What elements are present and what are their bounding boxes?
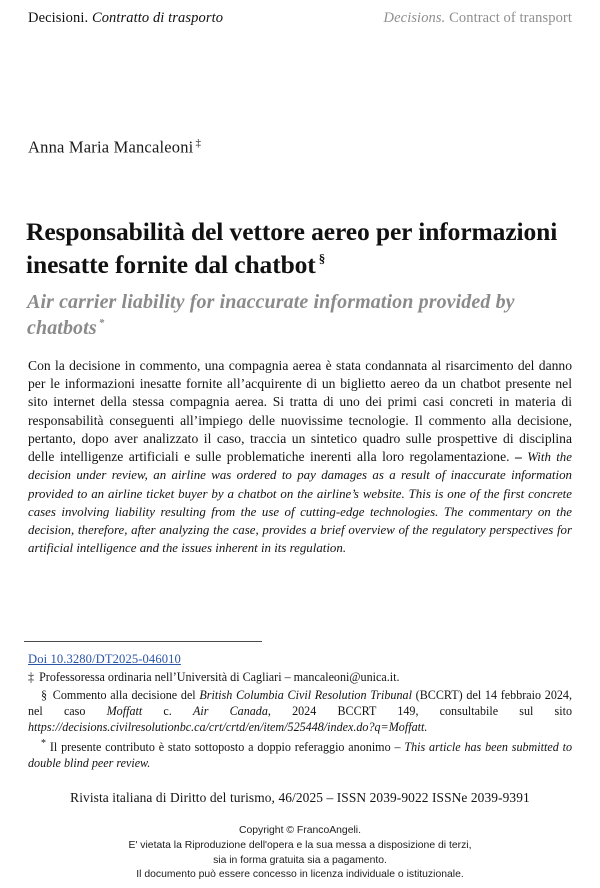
abstract	[28, 357, 572, 558]
author-line	[28, 137, 201, 158]
doi-line	[28, 651, 572, 668]
footnote-peer-review-english: This article has been submitted to double blind peer review.	[28, 739, 573, 771]
footnote-peer-review-italian: Il presente contributo è stato sottoposto a doppio referaggio anonimo	[49, 739, 391, 754]
running-head-left	[28, 10, 223, 27]
running-head-right-plain: Contract of transport	[449, 10, 572, 26]
copyright-line-3: sia in forma gratuita sia a pagamento.	[213, 854, 387, 866]
footnote-case-party-2: Air Canada	[192, 704, 268, 718]
copyright-line-1: Copyright © FrancoAngeli.	[238, 825, 361, 836]
author-name: Anna Maria Mancaleoni	[28, 137, 194, 157]
footnote-peer-review	[28, 737, 572, 772]
footnote-case-note	[28, 687, 572, 736]
footnote-affiliation-mark: ‡	[28, 670, 35, 685]
footnote-case-note-part3: c.	[142, 704, 193, 718]
footnote-affiliation	[28, 669, 572, 685]
page-title	[26, 216, 574, 281]
page-subtitle-text: Air carrier liability for inaccurate information provided by chatbots	[27, 290, 515, 339]
abstract-english: With the decision under review, an airline was ordered to pay damages as a result of inaccurate information provided to an airline ticket buyer by a chatbot on the airline’s website. This is one of the first concrete cases involving liability resulting from the use of cutting-edge technologies. The commentary on the decision, therefore, after analyzing the case, provides a brief overview of the regulatory perspectives for artificial intelligence and the issues inherent in its regulation.	[28, 450, 572, 556]
footnote-rule	[24, 641, 262, 642]
footnote-case-note-mark: §	[41, 687, 48, 702]
footnote-case-url[interactable]: https://decisions.civilresolutionbc.ca/crt/crtd/en/item/525448/index.do?q=Moffatt.	[28, 720, 428, 735]
footnote-case-tribunal: British Columbia Civil Resolution Tribunal	[199, 687, 412, 702]
footnote-affiliation-text: Professoressa ordinaria nell’Università di Cagliari – mancaleoni@unica.it.	[39, 670, 400, 685]
running-head-left-italic: Contratto di trasporto	[91, 10, 224, 26]
abstract-separator: –	[515, 449, 522, 465]
doi-link[interactable]: Doi 10.3280/DT2025-046010	[28, 652, 181, 666]
footnote-peer-review-mark: *	[41, 737, 46, 749]
footnote-case-note-part1: Commento alla decisione del	[52, 687, 200, 702]
page-title-text: Responsabilità del vettore aereo per informazioni inesatte fornite dal chatbot	[26, 217, 558, 279]
footnote-case-note-part2: (BCCRT) del 14 febbraio 2024, nel caso	[28, 687, 572, 718]
footnote-peer-review-separator: –	[394, 739, 401, 754]
copyright-line-4: Il documento può essere concesso in licenza individuale o istituzionale.	[136, 869, 464, 881]
copyright-line-2: E' vietata la Riproduzione dell'opera e la sua messa a disposizione di terzi,	[128, 839, 472, 851]
page-subtitle	[27, 289, 575, 342]
running-head-right	[384, 10, 572, 27]
footnote-case-party-1: Moffatt	[106, 704, 143, 718]
abstract-italian: Con la decisione in commento, una compagnia aerea è stata condannata al risarcimento del danno per le informazioni inesatte fornite all’acquirente di un biglietto aereo da un chatbot presente nel sito internet della stessa compagnia aerea. Si tratta di uno dei primi casi concreti in materia di responsabilità conseguenti all’impiego delle nuovissime tecnologie. Il commento alla decisione, pertanto, dopo aver analizzato il caso, traccia un sintetico quadro sulle prospettive di disciplina delle intelligenze artificiali e sulle problematiche inerenti alla loro regolamentazione.	[28, 358, 572, 465]
footnote-case-note-part4: , 2024 BCCRT 149, consultabile sul sito	[267, 704, 573, 718]
journal-reference-line: Rivista italiana di Diritto del turismo, 46/2025 – ISSN 2039-9022 ISSNe 2039-9391	[70, 790, 530, 805]
running-head	[28, 10, 572, 32]
author-footnote-mark: ‡	[195, 137, 202, 149]
subtitle-footnote-mark: *	[98, 317, 105, 330]
title-footnote-mark: §	[318, 251, 326, 267]
footnotes	[28, 651, 572, 772]
running-head-left-plain: Decisioni.	[28, 10, 89, 26]
copyright-notice	[0, 824, 600, 883]
running-head-right-italic: Decisions.	[383, 10, 446, 26]
